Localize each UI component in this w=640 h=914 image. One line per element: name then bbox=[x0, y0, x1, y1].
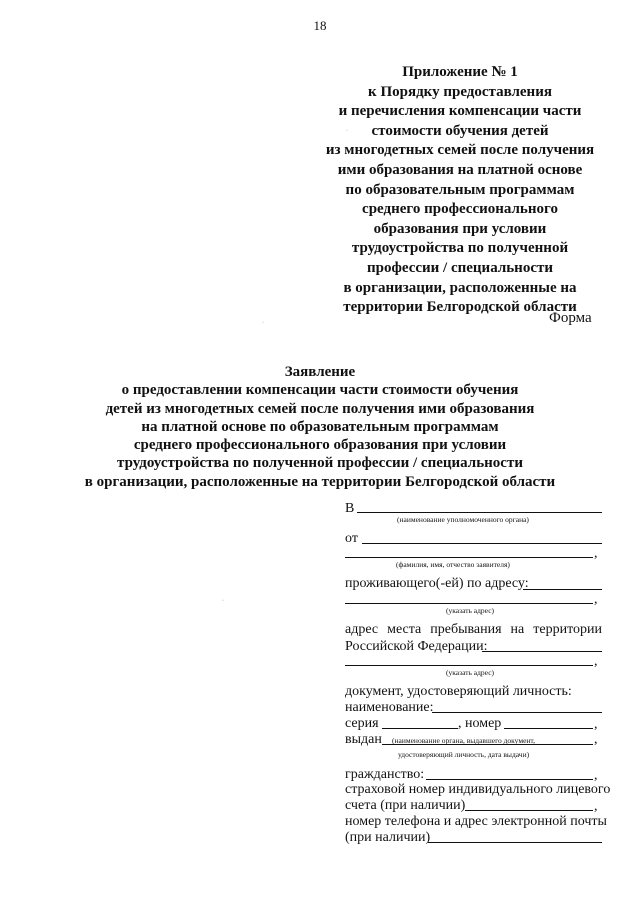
appendix-line: стоимости обучения детей bbox=[371, 122, 549, 139]
comma: , bbox=[594, 717, 598, 732]
from-field[interactable] bbox=[362, 543, 602, 544]
statement-title bbox=[80, 363, 560, 491]
comma: , bbox=[594, 799, 598, 814]
address-note: (указать адрес) bbox=[446, 606, 495, 615]
appendix-line: из многодетных семей после получения bbox=[325, 142, 595, 159]
stay-label-continued: Российской Федерации: bbox=[345, 639, 488, 654]
statement-line: Заявление bbox=[284, 364, 356, 380]
doc-name-label: наименование: bbox=[345, 700, 434, 715]
comma: , bbox=[594, 654, 598, 669]
snils-label: страховой номер индивидуального лицевого bbox=[345, 782, 611, 797]
statement-line: в организации, расположенные на территории Белгородской области bbox=[84, 473, 556, 490]
stay-field-continued[interactable] bbox=[345, 665, 593, 666]
snils-label-continued: счета (при наличии) bbox=[345, 798, 466, 813]
contact-label: номер телефона и адрес электронной почты bbox=[345, 814, 607, 829]
statement-line: детей из многодетных семей после получения ими образования bbox=[105, 400, 535, 417]
comma: , bbox=[594, 592, 598, 607]
citizenship-field[interactable] bbox=[426, 779, 593, 780]
comma: , bbox=[594, 768, 598, 783]
doc-name-field[interactable] bbox=[432, 712, 602, 713]
scan-speck: · bbox=[222, 598, 224, 604]
doc-label: документ, удостоверяющий личность: bbox=[345, 684, 572, 699]
citizenship-label: гражданство: bbox=[345, 767, 425, 782]
from-prefix: от bbox=[345, 531, 358, 546]
appendix-line: профессии / специальности bbox=[366, 259, 553, 276]
stay-field[interactable] bbox=[482, 651, 602, 652]
from-field-continued[interactable] bbox=[345, 557, 593, 558]
from-note: (фамилия, имя, отчество заявителя) bbox=[396, 560, 510, 569]
snils-field[interactable] bbox=[465, 810, 593, 811]
appendix-line: Приложение № 1 bbox=[402, 64, 518, 80]
appendix-line: среднего профессионального bbox=[362, 201, 558, 218]
appendix-line: территории Белгородской области bbox=[343, 299, 577, 316]
residence-field[interactable] bbox=[523, 589, 602, 590]
appendix-line: образования при условии bbox=[373, 220, 547, 237]
statement-line: трудоустройства по полученной профессии / специальности bbox=[117, 455, 523, 472]
appendix-line: по образовательным программам bbox=[345, 181, 575, 198]
appendix-line: трудоустройства по полученной bbox=[351, 240, 569, 257]
series-label: серия bbox=[345, 716, 379, 731]
series-field[interactable] bbox=[382, 728, 458, 729]
appendix-header bbox=[290, 63, 630, 318]
contact-field[interactable] bbox=[428, 842, 602, 843]
contact-label-continued: (при наличии) bbox=[345, 830, 431, 845]
comma: , bbox=[594, 546, 598, 561]
statement-line: среднего профессионального образования при условии bbox=[133, 437, 507, 454]
residence-field-continued[interactable] bbox=[345, 603, 593, 604]
to-note: (наименование уполномоченного органа) bbox=[397, 515, 529, 524]
scan-speck: · bbox=[262, 320, 264, 326]
appendix-line: и перечисления компенсации части bbox=[338, 103, 582, 120]
issued-note-continued: удостоверяющий личность, дата выдачи) bbox=[398, 750, 530, 759]
stay-note: (указать адрес) bbox=[446, 668, 495, 677]
issued-label: выдан bbox=[345, 732, 382, 747]
to-field[interactable] bbox=[357, 512, 602, 513]
residence-label: проживающего(-ей) по адресу: bbox=[345, 576, 529, 591]
form-label: Форма bbox=[549, 310, 592, 326]
statement-line: о предоставлении компенсации части стоимости обучения bbox=[121, 382, 519, 399]
scan-speck: · bbox=[346, 128, 348, 134]
appendix-line: ими образования на платной основе bbox=[337, 161, 583, 178]
stay-label: адрес места пребывания на территории bbox=[345, 622, 602, 637]
to-prefix: В bbox=[345, 501, 355, 516]
comma: , bbox=[594, 732, 598, 747]
appendix-line: в организации, расположенные на bbox=[343, 279, 577, 296]
page-number: 18 bbox=[313, 18, 327, 33]
issued-note: (наименование органа, выдавшего документ, bbox=[392, 736, 536, 745]
appendix-line: к Порядку предоставления bbox=[368, 83, 552, 100]
number-label: , номер bbox=[458, 716, 502, 731]
number-field[interactable] bbox=[504, 728, 593, 729]
statement-line: на платной основе по образовательным программам bbox=[141, 418, 499, 435]
